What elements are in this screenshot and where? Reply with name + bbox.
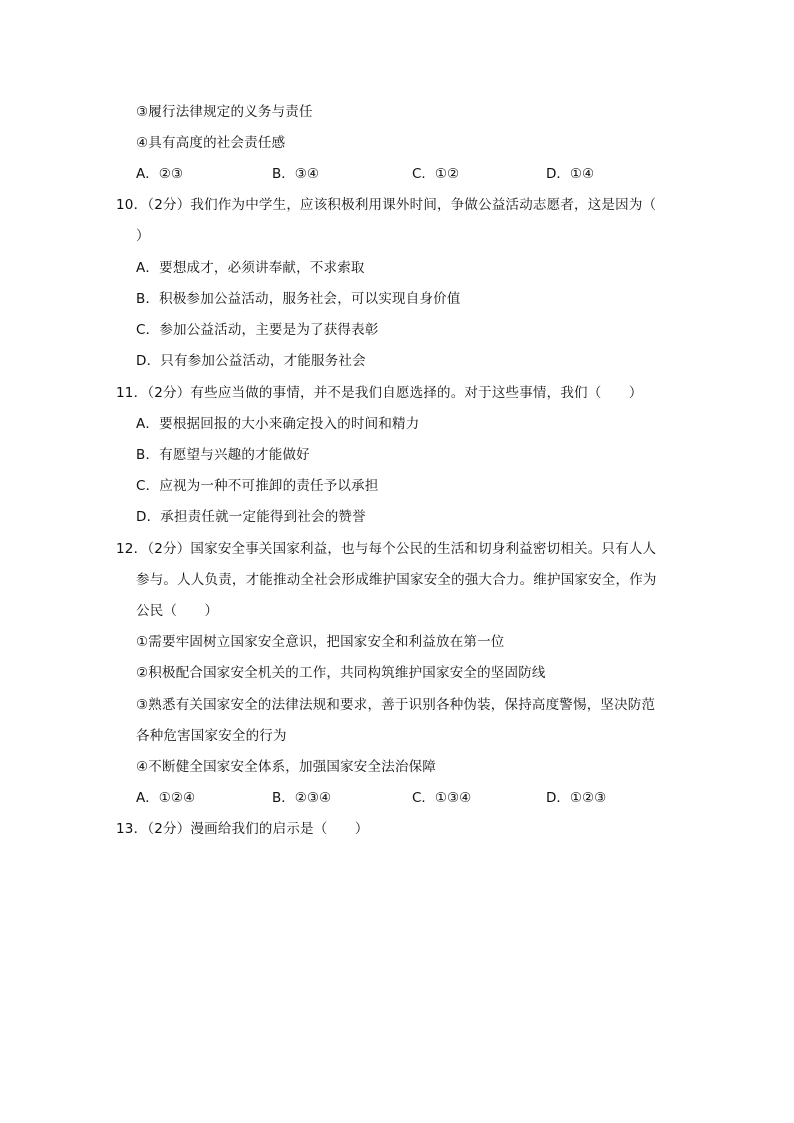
q10-stem-line-2: ） xyxy=(136,228,150,244)
q11-stem: 11．（2分）有些应当做的事情，并不是我们自愿选择的。对于这些事情，我们（ ） xyxy=(116,385,643,401)
q11-option-d[interactable]: D．承担责任就一定能得到社会的赞誉 xyxy=(136,509,366,525)
q9-option-b[interactable]: B．③④ xyxy=(272,166,319,182)
q11-option-b[interactable]: B．有愿望与兴趣的才能做好 xyxy=(136,447,310,463)
q12-stem-line-2: 参与。人人负责，才能推动全社会形成维护国家安全的强大合力。维护国家安全，作为 xyxy=(136,572,657,588)
q12-option-c[interactable]: C．①③④ xyxy=(412,790,472,806)
q12-option-d[interactable]: D．①②③ xyxy=(546,790,607,806)
q12-statement-1: ①需要牢固树立国家安全意识，把国家安全和利益放在第一位 xyxy=(136,634,505,650)
q10-option-a[interactable]: A．要想成才，必须讲奉献，不求索取 xyxy=(136,260,365,276)
q12-option-a[interactable]: A．①②④ xyxy=(136,790,196,806)
q9-option-d[interactable]: D．①④ xyxy=(546,166,595,182)
q9-option-c[interactable]: C．①② xyxy=(412,166,460,182)
q9-statement-3: ③履行法律规定的义务与责任 xyxy=(136,104,313,120)
q11-option-c[interactable]: C．应视为一种不可推卸的责任予以承担 xyxy=(136,478,379,494)
q12-statement-3b: 各种危害国家安全的行为 xyxy=(136,728,287,744)
q12-option-b[interactable]: B．②③④ xyxy=(272,790,332,806)
q10-option-b[interactable]: B．积极参加公益活动，服务社会，可以实现自身价值 xyxy=(136,291,461,307)
q13-stem: 13．（2分）漫画给我们的启示是（ ） xyxy=(116,821,369,837)
q10-stem-line-1: 10．（2分）我们作为中学生，应该积极利用课外时间，争做公益活动志愿者，这是因为（ xyxy=(116,197,657,213)
q12-stem-line-1: 12．（2分）国家安全事关国家利益，也与每个公民的生活和切身利益密切相关。只有人人 xyxy=(116,541,657,557)
q12-statement-2: ②积极配合国家安全机关的工作，共同构筑维护国家安全的坚固防线 xyxy=(136,665,546,681)
q10-option-d[interactable]: D．只有参加公益活动，才能服务社会 xyxy=(136,353,366,369)
q10-option-c[interactable]: C．参加公益活动，主要是为了获得表彰 xyxy=(136,322,379,338)
q12-statement-4: ④不断健全国家安全体系，加强国家安全法治保障 xyxy=(136,759,437,775)
q9-statement-4: ④具有高度的社会责任感 xyxy=(136,135,286,151)
q9-option-a[interactable]: A．②③ xyxy=(136,166,183,182)
q12-statement-3a: ③熟悉有关国家安全的法律法规和要求，善于识别各种伪装，保持高度警惕，坚决防范 xyxy=(136,697,656,713)
q12-stem-line-3: 公民（ ） xyxy=(136,603,219,619)
q11-option-a[interactable]: A．要根据回报的大小来确定投入的时间和精力 xyxy=(136,416,420,432)
